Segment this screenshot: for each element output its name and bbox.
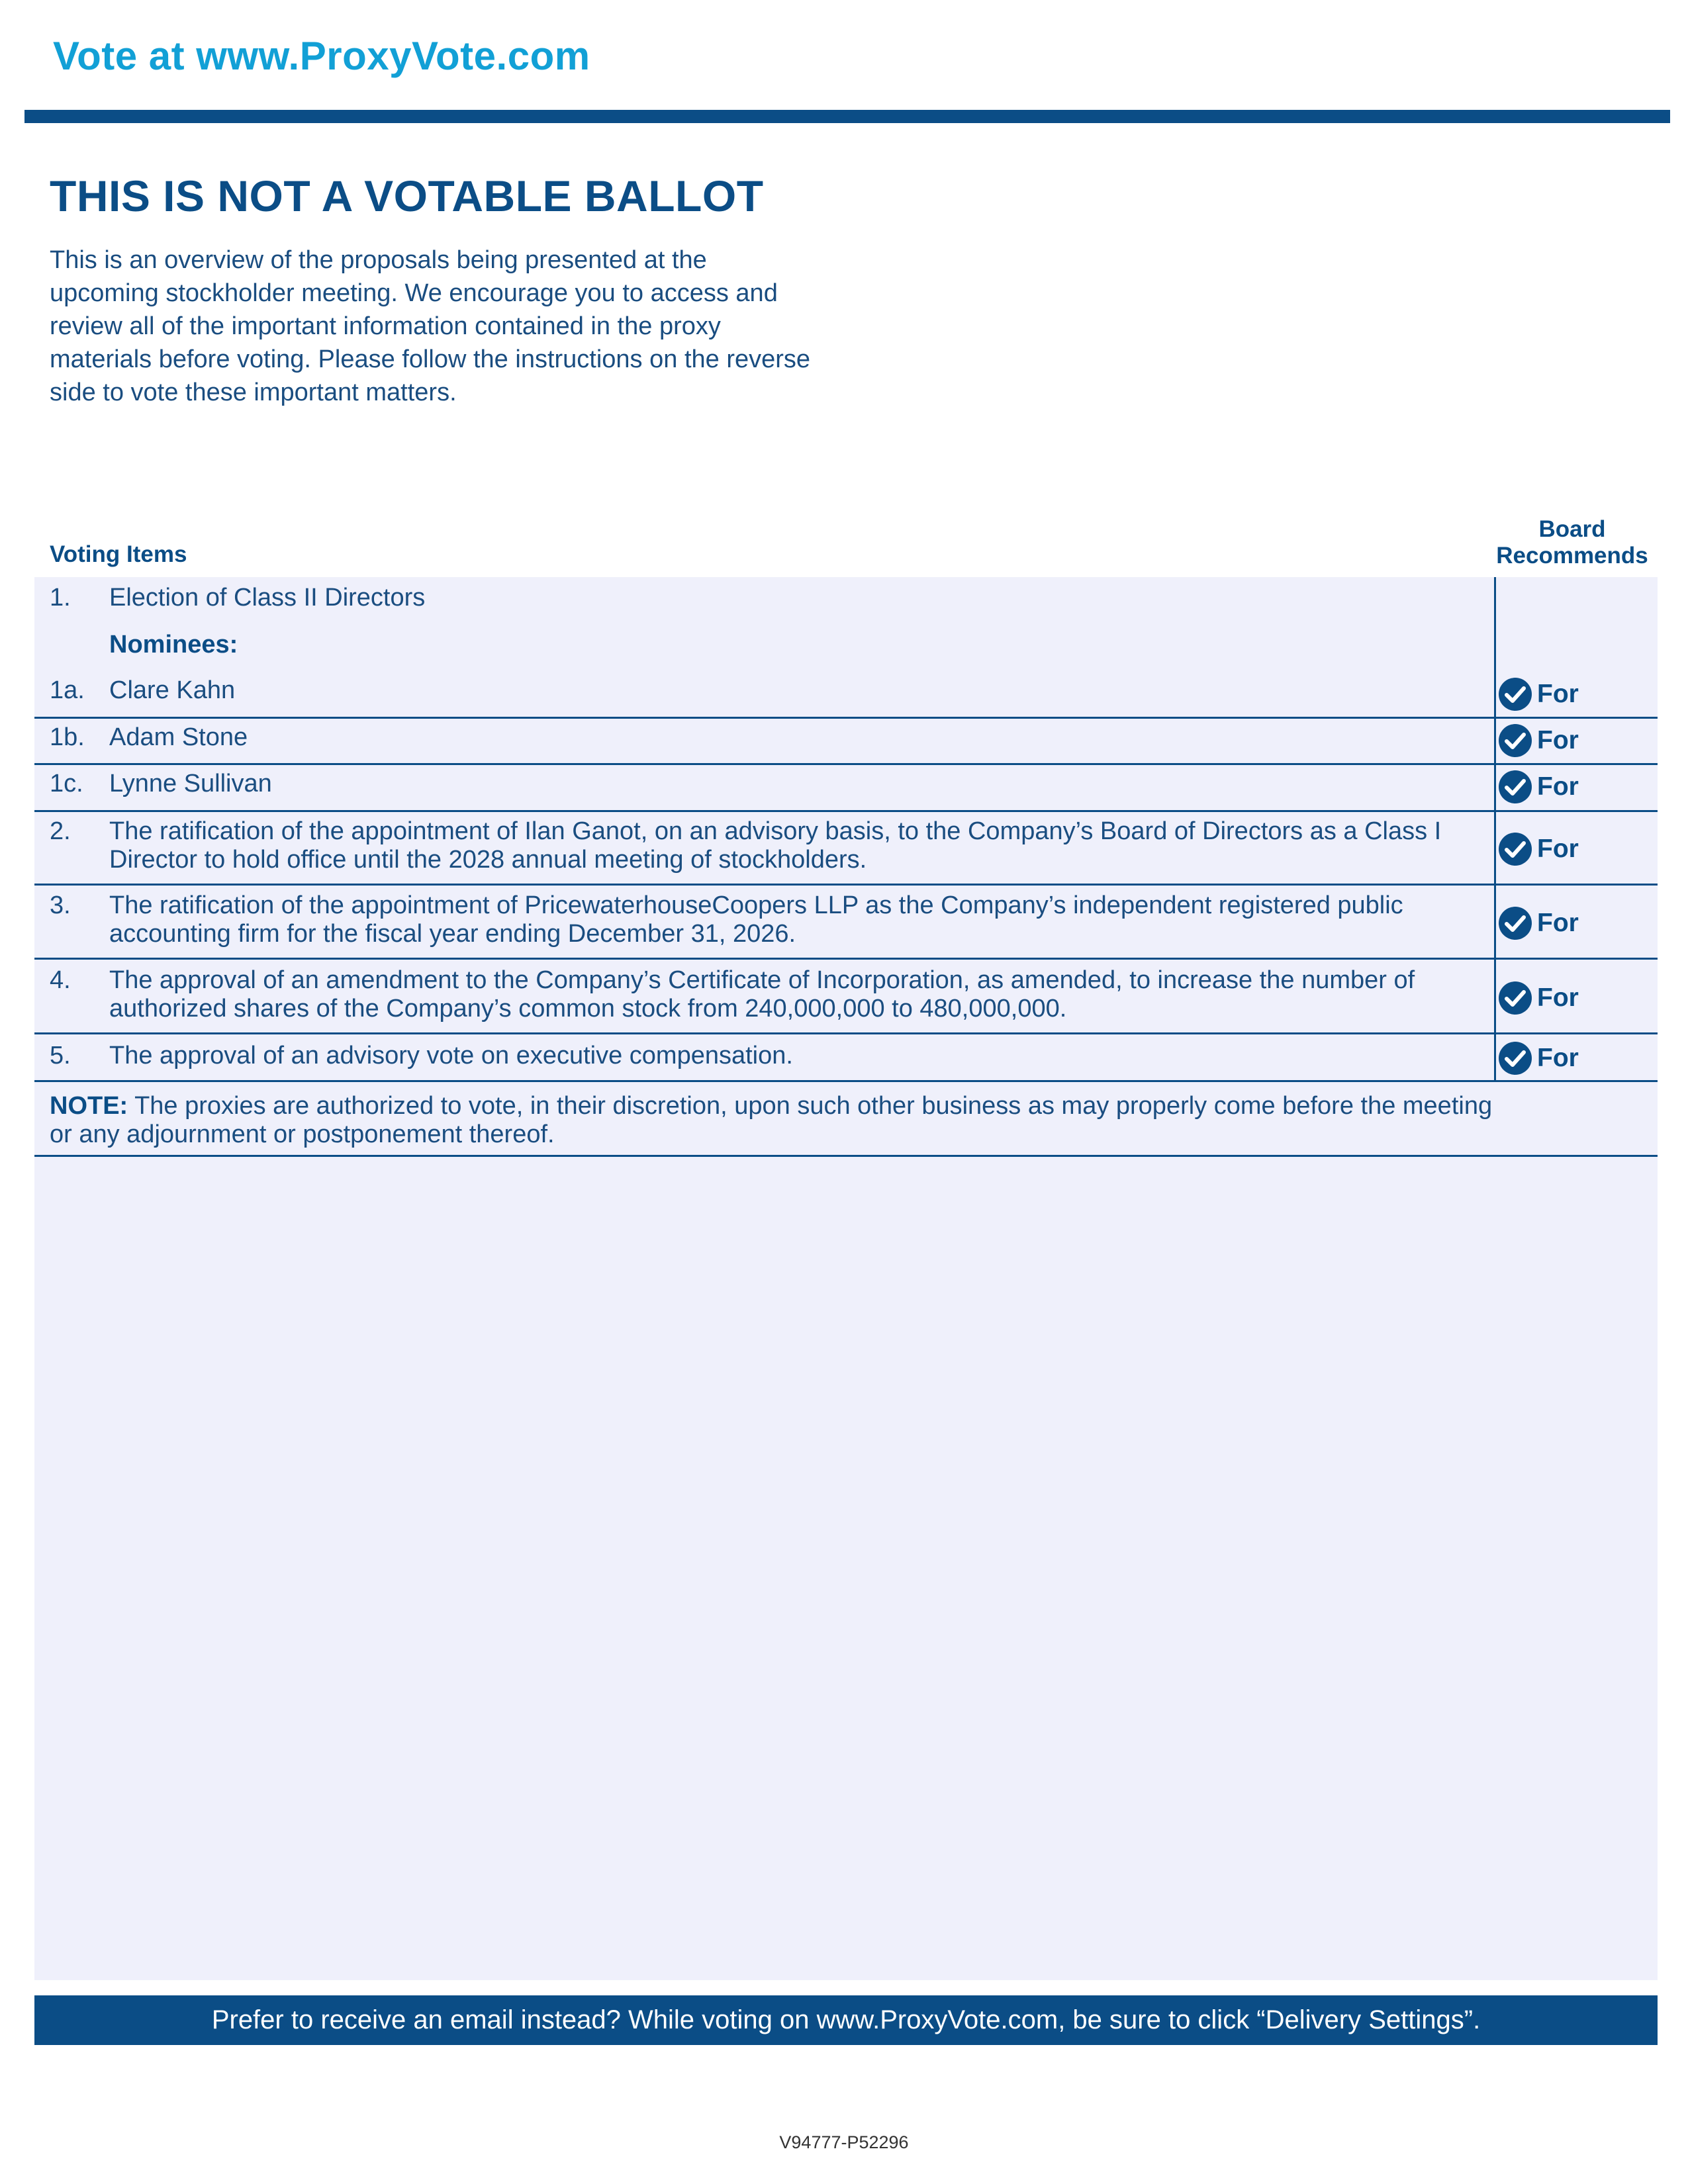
item-number: 4. [50, 966, 71, 994]
item-text: Clare Kahn [109, 676, 236, 704]
column-header-voting-items: Voting Items [50, 541, 187, 567]
row-divider [34, 810, 1658, 812]
voting-item-2 [34, 817, 1494, 884]
check-circle-icon [1497, 1040, 1533, 1076]
item-number: 1a. [50, 676, 85, 704]
recommendation-label: For [1537, 909, 1579, 937]
proxyvote-link[interactable]: Vote at www.ProxyVote.com [53, 34, 590, 78]
item-text: The ratification of the appointment of Ilan Ganot, on an advisory basis, to the Company’s Board of Directors as a Class I Director to hold office until the 2028 annual meeting of stockholders. [109, 817, 1442, 874]
recommendation-2 [1497, 831, 1656, 868]
voting-item-1b [34, 723, 1494, 756]
recommendation-label: For [1537, 835, 1579, 863]
recommends-label: Recommends [1496, 543, 1648, 569]
email-delivery-banner [34, 1995, 1658, 2045]
board-label: Board [1538, 516, 1606, 542]
note-divider [34, 1155, 1658, 1157]
item-number: 1. [50, 584, 71, 612]
item-text: The approval of an advisory vote on executive compensation. [109, 1042, 793, 1069]
recommendation-4 [1497, 979, 1656, 1017]
recommendation-5 [1497, 1040, 1656, 1077]
header-divider [24, 110, 1670, 123]
recommendation-label: For [1537, 680, 1579, 708]
check-circle-icon [1497, 723, 1533, 758]
voting-item-5 [34, 1042, 1494, 1075]
banner-text: Prefer to receive an email instead? While voting on www.ProxyVote.com, be sure to click “Delivery Settings”. [211, 2005, 1481, 2034]
check-circle-icon [1497, 831, 1533, 867]
check-circle-icon [1497, 980, 1533, 1016]
item-number: 1b. [50, 723, 85, 751]
item-number: 1c. [50, 770, 83, 797]
note-label: NOTE: [50, 1092, 128, 1120]
voting-item-1 [34, 584, 1494, 617]
item-number: 2. [50, 817, 71, 845]
item-text: Nominees: [109, 631, 238, 659]
item-number: 3. [50, 891, 71, 919]
check-circle-icon [1497, 676, 1533, 712]
note-paragraph [50, 1092, 1493, 1149]
row-divider [34, 884, 1658, 886]
row-divider [34, 958, 1658, 960]
check-circle-icon [1497, 905, 1533, 941]
item-text: Adam Stone [109, 723, 248, 751]
note-text: The proxies are authorized to vote, in their discretion, upon such other business as may properly come before the meeting or any adjournment or postponement thereof. [50, 1092, 1493, 1148]
item-number: 5. [50, 1042, 71, 1069]
item-text: The approval of an amendment to the Company’s Certificate of Incorporation, as amended, to increase the number of authorized shares of the Company’s common stock from 240,000,000 to 480,000,000. [109, 966, 1415, 1023]
row-divider [34, 763, 1658, 765]
check-circle-icon [1497, 769, 1533, 805]
voting-item-4 [34, 966, 1494, 1032]
voting-item-1a [34, 676, 1494, 709]
row-divider [34, 1080, 1658, 1082]
recommendation-1b [1497, 722, 1656, 759]
recommendation-label: For [1537, 726, 1579, 754]
recommendation-label: For [1537, 983, 1579, 1012]
recommendation-1a [1497, 676, 1656, 713]
document-code: V94777-P52296 [779, 2132, 909, 2152]
item-text: Lynne Sullivan [109, 770, 272, 797]
recommendation-1c [1497, 768, 1656, 805]
nominees-heading [34, 631, 1494, 664]
item-text: Election of Class II Directors [109, 584, 426, 612]
voting-item-3 [34, 891, 1494, 958]
voting-item-1c [34, 770, 1494, 803]
recommendation-label: For [1537, 772, 1579, 801]
recommendation-3 [1497, 905, 1656, 942]
page-title: THIS IS NOT A VOTABLE BALLOT [50, 171, 764, 220]
intro-paragraph: This is an overview of the proposals being presented at the upcoming stockholder meeting. We encourage you to access and review all of the important information contained in the proxy materials before voting. Please follow the instructions on the reverse side to vote these important matters. [50, 246, 811, 406]
row-divider [34, 717, 1658, 719]
column-header-board-recommends [1483, 516, 1662, 569]
row-divider [34, 1032, 1658, 1034]
item-text: The ratification of the appointment of PricewaterhouseCoopers LLP as the Company’s independent registered public accounting firm for the fiscal year ending December 31, 2026. [109, 891, 1403, 948]
recommendation-label: For [1537, 1044, 1579, 1072]
